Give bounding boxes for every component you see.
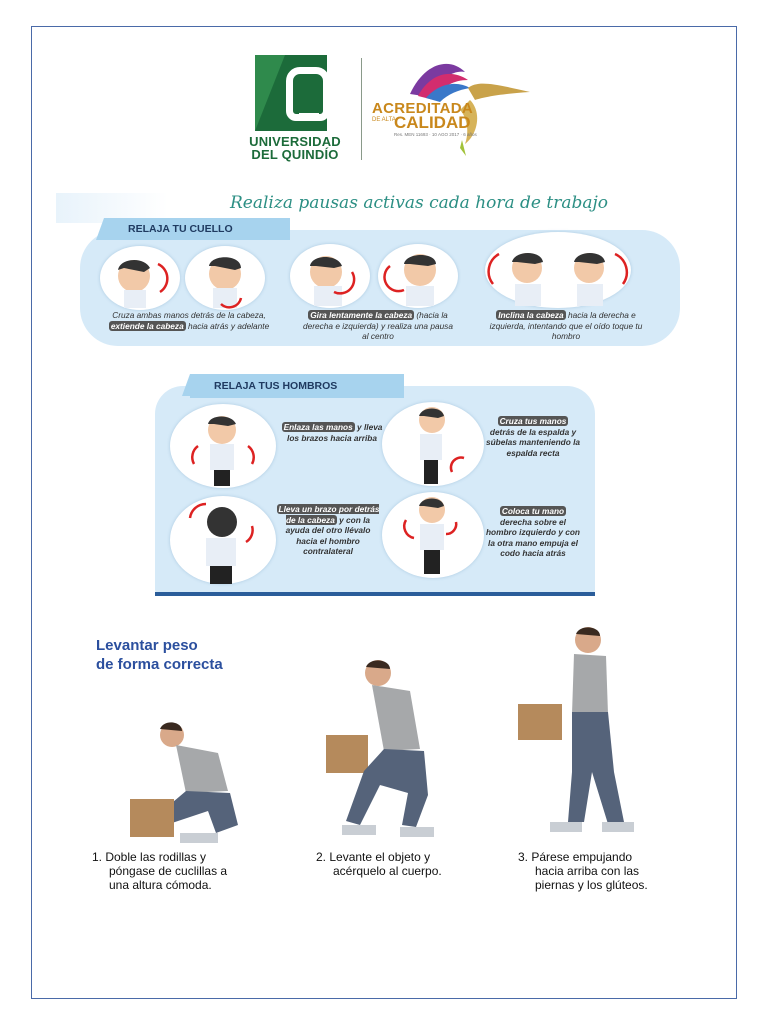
shoulders-caption-1: Enlaza las manos y lleva los brazos hacia arriba bbox=[283, 422, 383, 443]
neck-caption-3: Inclina la cabeza hacia la derecha e izquierda, intentando que el oído toque tu hombro bbox=[489, 310, 643, 341]
shoulders-figure-3 bbox=[170, 496, 276, 584]
shoulders-caption-2: Cruza tus manos detrás de la espalda y súbelas manteniendo la espalda recta bbox=[485, 416, 581, 458]
shoulders-figure-2 bbox=[382, 402, 484, 486]
shoulders-banner: RELAJA TUS HOMBROS bbox=[190, 374, 404, 398]
lifting-step-2: 2. Levante el objeto y acérquelo al cuerpo. bbox=[316, 850, 442, 878]
neck-figure-3 bbox=[290, 244, 370, 308]
logo-divider bbox=[361, 58, 362, 160]
lifting-figure-lift bbox=[320, 655, 440, 845]
shoulders-caption-4: Coloca tu mano derecha sobre el hombro izquierdo y con la otra mano empuja el codo hacia atrás bbox=[485, 506, 581, 558]
lifting-step-1: 1. Doble las rodillas y póngase de cuclillas a una altura cómoda. bbox=[92, 850, 228, 892]
lifting-figure-stand bbox=[510, 622, 640, 844]
university-logo bbox=[236, 55, 354, 167]
shoulders-panel-base bbox=[155, 592, 595, 596]
neck-caption-1: Cruza ambas manos detrás de la cabeza, extiende la cabeza hacia atrás y adelante bbox=[110, 310, 270, 331]
neck-banner: RELAJA TU CUELLO bbox=[104, 218, 290, 240]
shoulders-figure-4 bbox=[382, 492, 484, 578]
neck-figure-1 bbox=[100, 246, 180, 310]
shoulders-caption-3: Lleva un brazo por detrás de la cabeza y con la ayuda del otro llévalo hacia el hombro contralateral bbox=[278, 504, 380, 556]
lifting-title: Levantar peso de forma correcta bbox=[96, 637, 223, 673]
lifting-step-3: 3. Párese empujando hacia arriba con las piernas y los glúteos. bbox=[518, 850, 648, 892]
neck-caption-2: Gira lentamente la cabeza (hacia la derecha e izquierda) y realiza una pausa al centro bbox=[303, 310, 453, 341]
neck-figure-5 bbox=[485, 232, 631, 308]
shoulders-figure-1 bbox=[170, 404, 276, 488]
neck-figure-4 bbox=[378, 244, 458, 308]
neck-figure-2 bbox=[185, 246, 265, 310]
university-name: UNIVERSIDAD DEL QUINDÍO bbox=[249, 134, 341, 162]
pausas-title: Realiza pausas activas cada hora de trabajo bbox=[230, 193, 609, 213]
lifting-figure-squat bbox=[120, 715, 260, 850]
uq-q-emblem bbox=[255, 55, 327, 131]
accreditation-logo: ACREDITADA DE ALTA CALIDAD Res. MEN 11693 · 10 AGO 2017 · 6 años bbox=[370, 52, 540, 162]
